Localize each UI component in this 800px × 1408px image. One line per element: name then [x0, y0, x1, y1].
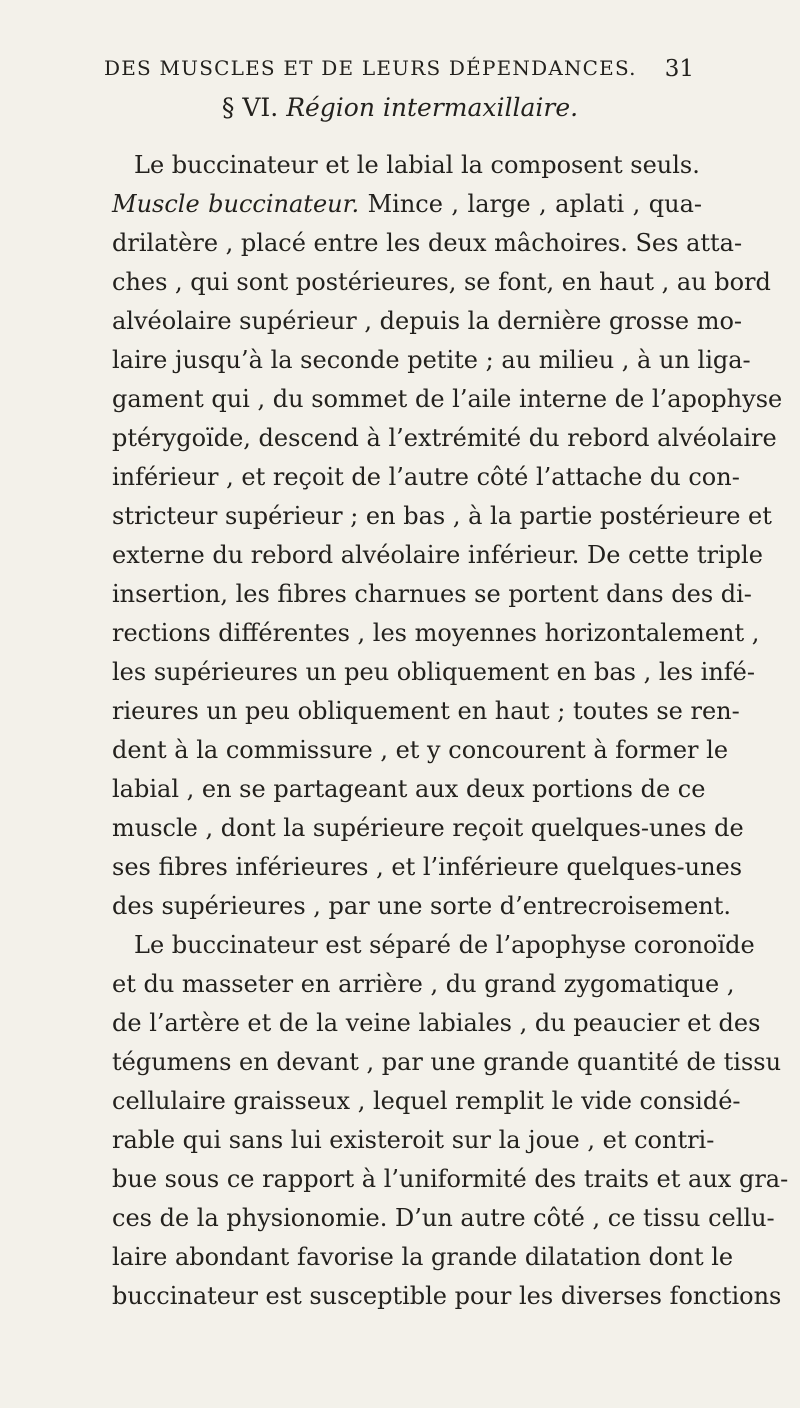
text-line [112, 185, 702, 224]
text-line: bue sous ce rapport à l’uniformité des traits et aux gra- [112, 1165, 789, 1193]
text-line: ses fibres inférieures , et l’inférieure quelques-unes [112, 853, 743, 881]
text-line: labial , en se partageant aux deux portions de ce [112, 775, 706, 803]
section-number: § VI. [221, 93, 279, 122]
text-line: drilatère , placé entre les deux mâchoires. Ses atta- [112, 229, 743, 257]
text-line: dent à la commissure , et y concourent à former le [112, 736, 729, 764]
section-heading [0, 93, 800, 122]
text-line: muscle , dont la supérieure reçoit quelques-unes de [112, 814, 744, 842]
text-line: cellulaire graisseux , lequel remplit le vide considé- [112, 1087, 741, 1115]
text-line: tégumens en devant , par une grande quantité de tissu [112, 1048, 782, 1076]
text-line: laire abondant favorise la grande dilatation dont le [112, 1243, 734, 1271]
text-line: laire jusqu’à la seconde petite ; au milieu , à un liga- [112, 346, 751, 374]
running-head [94, 56, 694, 84]
text-line: rieures un peu obliquement en haut ; toutes se ren- [112, 697, 740, 725]
text-line: de l’artère et de la veine labiales , du peaucier et des [112, 1009, 761, 1037]
text-line: ces de la physionomie. D’un autre côté , ce tissu cellu- [112, 1204, 775, 1232]
body-text [112, 146, 789, 1316]
text-line: rable qui sans lui existeroit sur la joue , et contri- [112, 1126, 715, 1154]
text-line: et du masseter en arrière , du grand zygomatique , [112, 970, 735, 998]
text-line: des supérieures , par une sorte d’entrecroisement. [112, 892, 731, 920]
text-line: stricteur supérieur ; en bas , à la partie postérieure et [112, 502, 772, 530]
text-line: buccinateur est susceptible pour les diverses fonctions [112, 1282, 782, 1310]
text-line: rections différentes , les moyennes horizontalement , [112, 619, 760, 647]
text-line: inférieur , et reçoit de l’autre côté l’attache du con- [112, 463, 740, 491]
text-line: externe du rebord alvéolaire inférieur. De cette triple [112, 541, 763, 569]
section-title: Région intermaxillaire. [286, 93, 579, 122]
page-number: 31 [664, 56, 694, 82]
text-line: Le buccinateur est séparé de l’apophyse coronoïde [134, 931, 755, 959]
text-span: Mince , large , aplati , qua- [367, 190, 702, 218]
running-title: DES MUSCLES ET DE LEURS DÉPENDANCES. [104, 56, 637, 80]
text-line: alvéolaire supérieur , depuis la dernière grosse mo- [112, 307, 743, 335]
text-line: insertion, les fibres charnues se portent dans des di- [112, 580, 752, 608]
text-line: les supérieures un peu obliquement en bas , les infé- [112, 658, 755, 686]
text-line: ptérygoïde, descend à l’extrémité du rebord alvéolaire [112, 424, 777, 452]
text-line: Le buccinateur et le labial la composent seuls. [134, 151, 700, 179]
muscle-heading: Muscle buccinateur. [112, 190, 360, 218]
text-line: gament qui , du sommet de l’aile interne de l’apophyse [112, 385, 783, 413]
text-line: ches , qui sont postérieures, se font, en haut , au bord [112, 268, 771, 296]
